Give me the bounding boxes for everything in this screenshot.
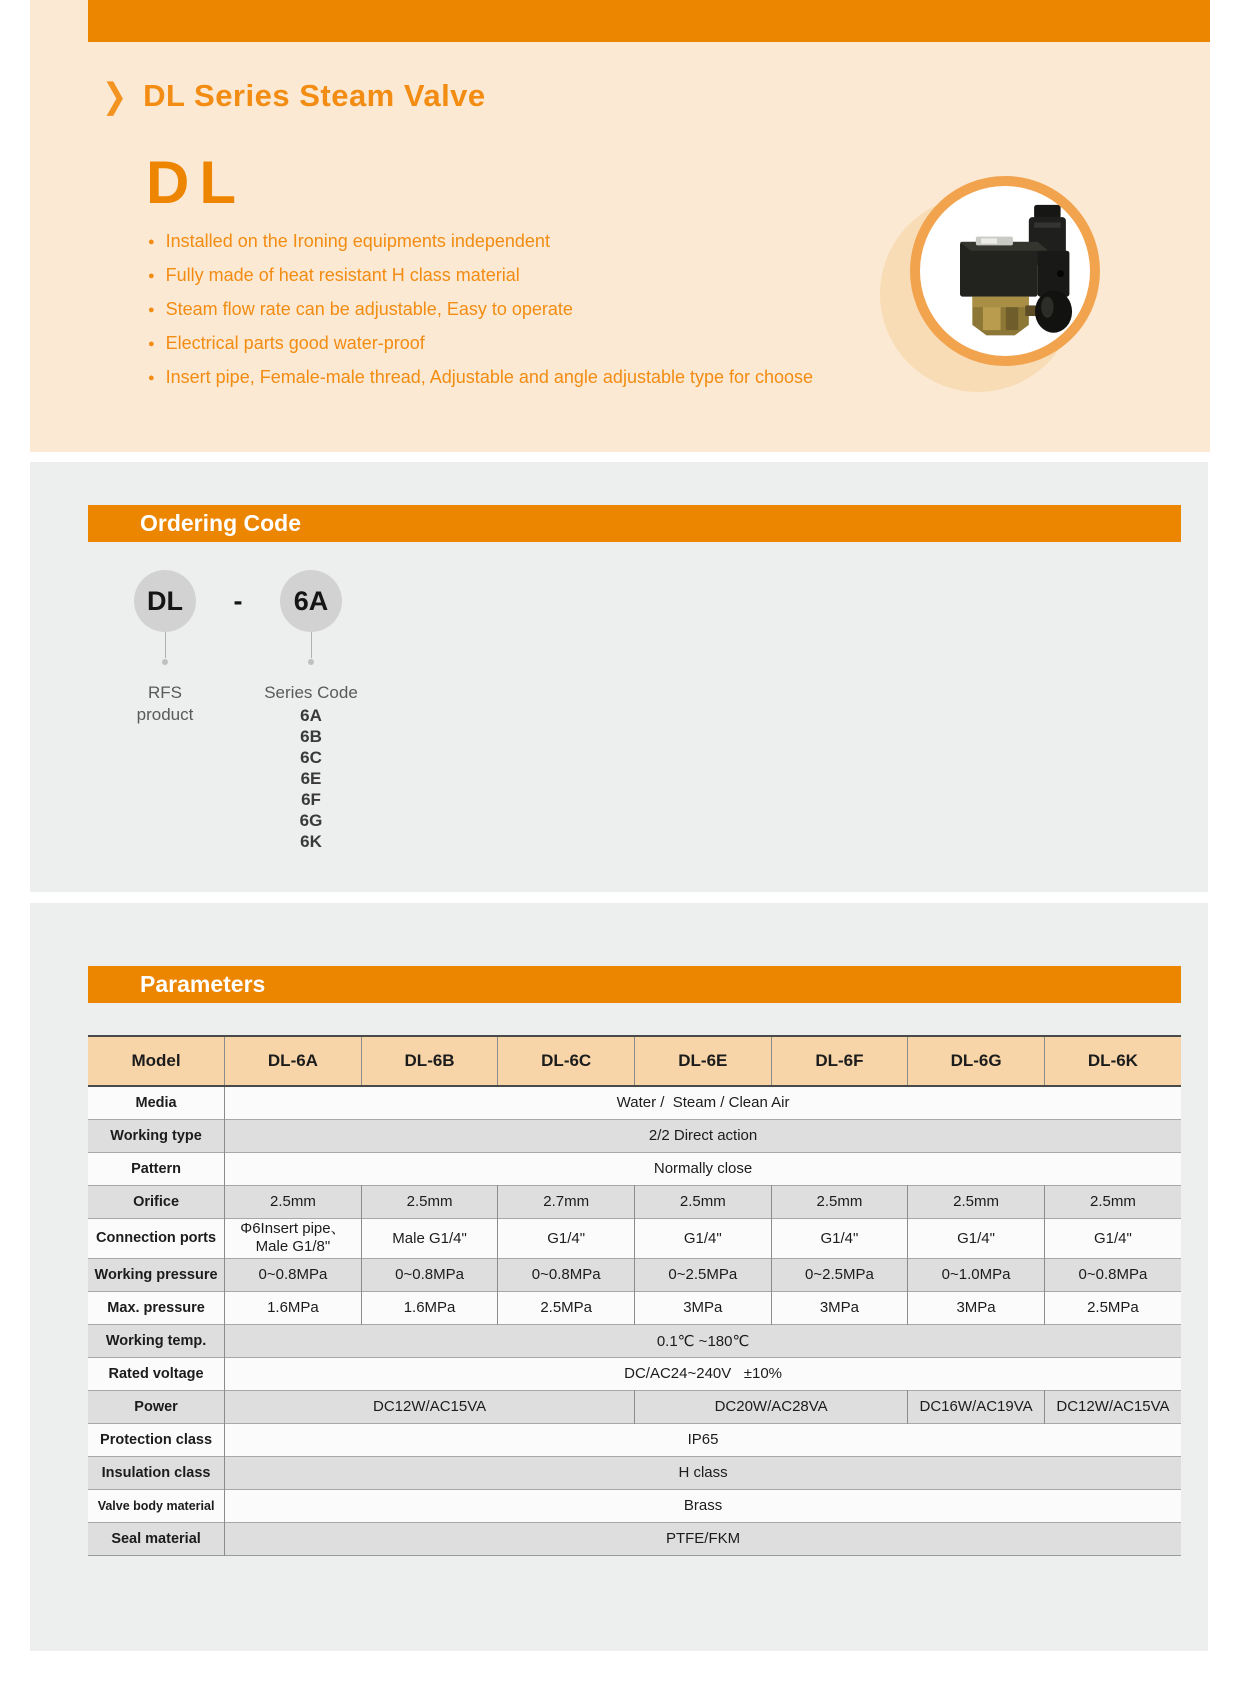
feature-text: Steam flow rate can be adjustable, Easy to operate bbox=[165, 299, 573, 319]
series-code-item: 6G bbox=[299, 811, 323, 830]
table-row bbox=[88, 1119, 1181, 1152]
table-cell: 2.5MPa bbox=[498, 1291, 635, 1324]
table-cell: DC/AC24~240V ±10% bbox=[225, 1357, 1181, 1390]
code-separator: - bbox=[233, 585, 243, 616]
parameters-table bbox=[88, 1035, 1181, 1556]
table-cell: 0~2.5MPa bbox=[635, 1258, 772, 1291]
table-cell: 0~1.0MPa bbox=[908, 1258, 1045, 1291]
series-code-item: 6K bbox=[300, 832, 322, 851]
table-cell: Male G1/4" bbox=[361, 1218, 498, 1258]
feature-item bbox=[148, 260, 813, 294]
row-label: Connection ports bbox=[88, 1218, 225, 1258]
rfs-product-label bbox=[95, 682, 235, 726]
series-code-item: 6E bbox=[300, 769, 322, 788]
table-row bbox=[88, 1522, 1181, 1555]
rfs-label-line1: RFS bbox=[148, 683, 182, 702]
table-cell: 2.5mm bbox=[908, 1185, 1045, 1218]
table-cell: IP65 bbox=[225, 1423, 1181, 1456]
table-cell: 2.5mm bbox=[225, 1185, 362, 1218]
table-cell: DC16W/AC19VA bbox=[908, 1390, 1045, 1423]
parameters-heading: Parameters bbox=[140, 971, 266, 997]
bullet-icon: ● bbox=[148, 372, 155, 384]
column-header: DL-6B bbox=[361, 1036, 498, 1086]
column-header: Model bbox=[88, 1036, 225, 1086]
code-prefix-circle: DL bbox=[134, 570, 196, 632]
feature-item bbox=[148, 226, 813, 260]
column-header: DL-6A bbox=[225, 1036, 362, 1086]
table-cell: 0~2.5MPa bbox=[771, 1258, 908, 1291]
code-series-circle: 6A bbox=[280, 570, 342, 632]
table-cell: 2.5mm bbox=[361, 1185, 498, 1218]
page-title: DL Series Steam Valve bbox=[143, 78, 486, 113]
table-cell: 1.6MPa bbox=[225, 1291, 362, 1324]
feature-text: Insert pipe, Female-male thread, Adjustable and angle adjustable type for choose bbox=[165, 367, 814, 387]
row-label: Power bbox=[88, 1390, 225, 1423]
table-cell: G1/4" bbox=[771, 1218, 908, 1258]
row-label: Orifice bbox=[88, 1185, 225, 1218]
series-code-item: 6B bbox=[300, 727, 322, 746]
table-cell: Water / Steam / Clean Air bbox=[225, 1086, 1181, 1119]
column-header: DL-6F bbox=[771, 1036, 908, 1086]
table-cell: 0~0.8MPa bbox=[225, 1258, 362, 1291]
table-cell: G1/4" bbox=[908, 1218, 1045, 1258]
table-cell: DC12W/AC15VA bbox=[225, 1390, 635, 1423]
table-cell: 3MPa bbox=[908, 1291, 1045, 1324]
table-cell: G1/4" bbox=[498, 1218, 635, 1258]
table-cell: DC20W/AC28VA bbox=[635, 1390, 908, 1423]
ordering-code-header-bar bbox=[88, 505, 1181, 542]
column-header: DL-6C bbox=[498, 1036, 635, 1086]
table-header-row bbox=[88, 1036, 1181, 1086]
table-row bbox=[88, 1152, 1181, 1185]
row-label: Protection class bbox=[88, 1423, 225, 1456]
series-code-item: 6C bbox=[300, 748, 322, 767]
table-row bbox=[88, 1185, 1181, 1218]
bullet-icon: ● bbox=[148, 338, 155, 350]
row-label: Pattern bbox=[88, 1152, 225, 1185]
feature-item bbox=[148, 294, 813, 328]
hero-panel bbox=[30, 0, 1210, 452]
row-label: Insulation class bbox=[88, 1456, 225, 1489]
table-cell: 0~0.8MPa bbox=[361, 1258, 498, 1291]
table-row bbox=[88, 1258, 1181, 1291]
table-cell: 2/2 Direct action bbox=[225, 1119, 1181, 1152]
valve-photo bbox=[930, 196, 1080, 346]
bullet-icon: ● bbox=[148, 270, 155, 282]
table-row bbox=[88, 1291, 1181, 1324]
hero-top-bar bbox=[88, 0, 1210, 42]
ordering-code-heading: Ordering Code bbox=[140, 510, 302, 536]
row-label: Max. pressure bbox=[88, 1291, 225, 1324]
table-cell: Normally close bbox=[225, 1152, 1181, 1185]
table-cell: 0~0.8MPa bbox=[1044, 1258, 1181, 1291]
table-head bbox=[88, 1036, 1181, 1086]
row-label: Working pressure bbox=[88, 1258, 225, 1291]
row-label: Rated voltage bbox=[88, 1357, 225, 1390]
table-cell: PTFE/FKM bbox=[225, 1522, 1181, 1555]
table-row bbox=[88, 1489, 1181, 1522]
row-label: Working type bbox=[88, 1119, 225, 1152]
table-body bbox=[88, 1086, 1181, 1555]
series-code-item: 6A bbox=[300, 706, 322, 725]
table-cell: DC12W/AC15VA bbox=[1044, 1390, 1181, 1423]
table-row bbox=[88, 1456, 1181, 1489]
column-header: DL-6E bbox=[635, 1036, 772, 1086]
parameters-header-bar bbox=[88, 966, 1181, 1003]
series-code-list bbox=[241, 705, 381, 852]
table-cell: G1/4" bbox=[635, 1218, 772, 1258]
series-code-item: 6F bbox=[301, 790, 321, 809]
row-label: Valve body material bbox=[88, 1489, 225, 1522]
table-row bbox=[88, 1086, 1181, 1119]
ordering-code-row bbox=[134, 570, 342, 632]
chevron-right-icon: ❯ bbox=[102, 77, 128, 115]
feature-item bbox=[148, 362, 813, 396]
hero-title-row bbox=[102, 78, 486, 114]
table-cell: 3MPa bbox=[635, 1291, 772, 1324]
table-cell: 1.6MPa bbox=[361, 1291, 498, 1324]
table-cell: 2.5mm bbox=[1044, 1185, 1181, 1218]
table-cell: 0~0.8MPa bbox=[498, 1258, 635, 1291]
feature-text: Installed on the Ironing equipments independent bbox=[165, 231, 550, 251]
feature-item bbox=[148, 328, 813, 362]
table-row bbox=[88, 1390, 1181, 1423]
feature-text: Fully made of heat resistant H class material bbox=[165, 265, 520, 285]
table-cell: 2.5mm bbox=[635, 1185, 772, 1218]
parameters-section bbox=[30, 903, 1208, 1651]
table-cell: 0.1℃ ~180℃ bbox=[225, 1324, 1181, 1357]
product-photo-frame bbox=[910, 176, 1100, 366]
table-row bbox=[88, 1218, 1181, 1258]
table-cell: 3MPa bbox=[771, 1291, 908, 1324]
table-row bbox=[88, 1357, 1181, 1390]
column-header: DL-6G bbox=[908, 1036, 1045, 1086]
product-code: DL bbox=[146, 149, 246, 216]
table-cell: 2.5mm bbox=[771, 1185, 908, 1218]
table-cell: Brass bbox=[225, 1489, 1181, 1522]
rfs-label-line2: product bbox=[136, 705, 194, 724]
column-header: DL-6K bbox=[1044, 1036, 1181, 1086]
table-row bbox=[88, 1423, 1181, 1456]
table-cell: 2.5MPa bbox=[1044, 1291, 1181, 1324]
row-label: Working temp. bbox=[88, 1324, 225, 1357]
ordering-code-section bbox=[30, 462, 1208, 892]
bullet-icon: ● bbox=[148, 236, 155, 248]
connector-line bbox=[256, 632, 366, 665]
row-label: Seal material bbox=[88, 1522, 225, 1555]
row-label: Media bbox=[88, 1086, 225, 1119]
connector-line bbox=[110, 632, 220, 665]
table-cell: 2.7mm bbox=[498, 1185, 635, 1218]
feature-list bbox=[148, 226, 813, 396]
bullet-icon: ● bbox=[148, 304, 155, 316]
series-code-label: Series Code bbox=[264, 683, 358, 702]
feature-text: Electrical parts good water-proof bbox=[165, 333, 425, 353]
table-cell: H class bbox=[225, 1456, 1181, 1489]
table-cell: Φ6Insert pipe、 Male G1/8" bbox=[225, 1218, 362, 1258]
table-row bbox=[88, 1324, 1181, 1357]
table-cell: G1/4" bbox=[1044, 1218, 1181, 1258]
